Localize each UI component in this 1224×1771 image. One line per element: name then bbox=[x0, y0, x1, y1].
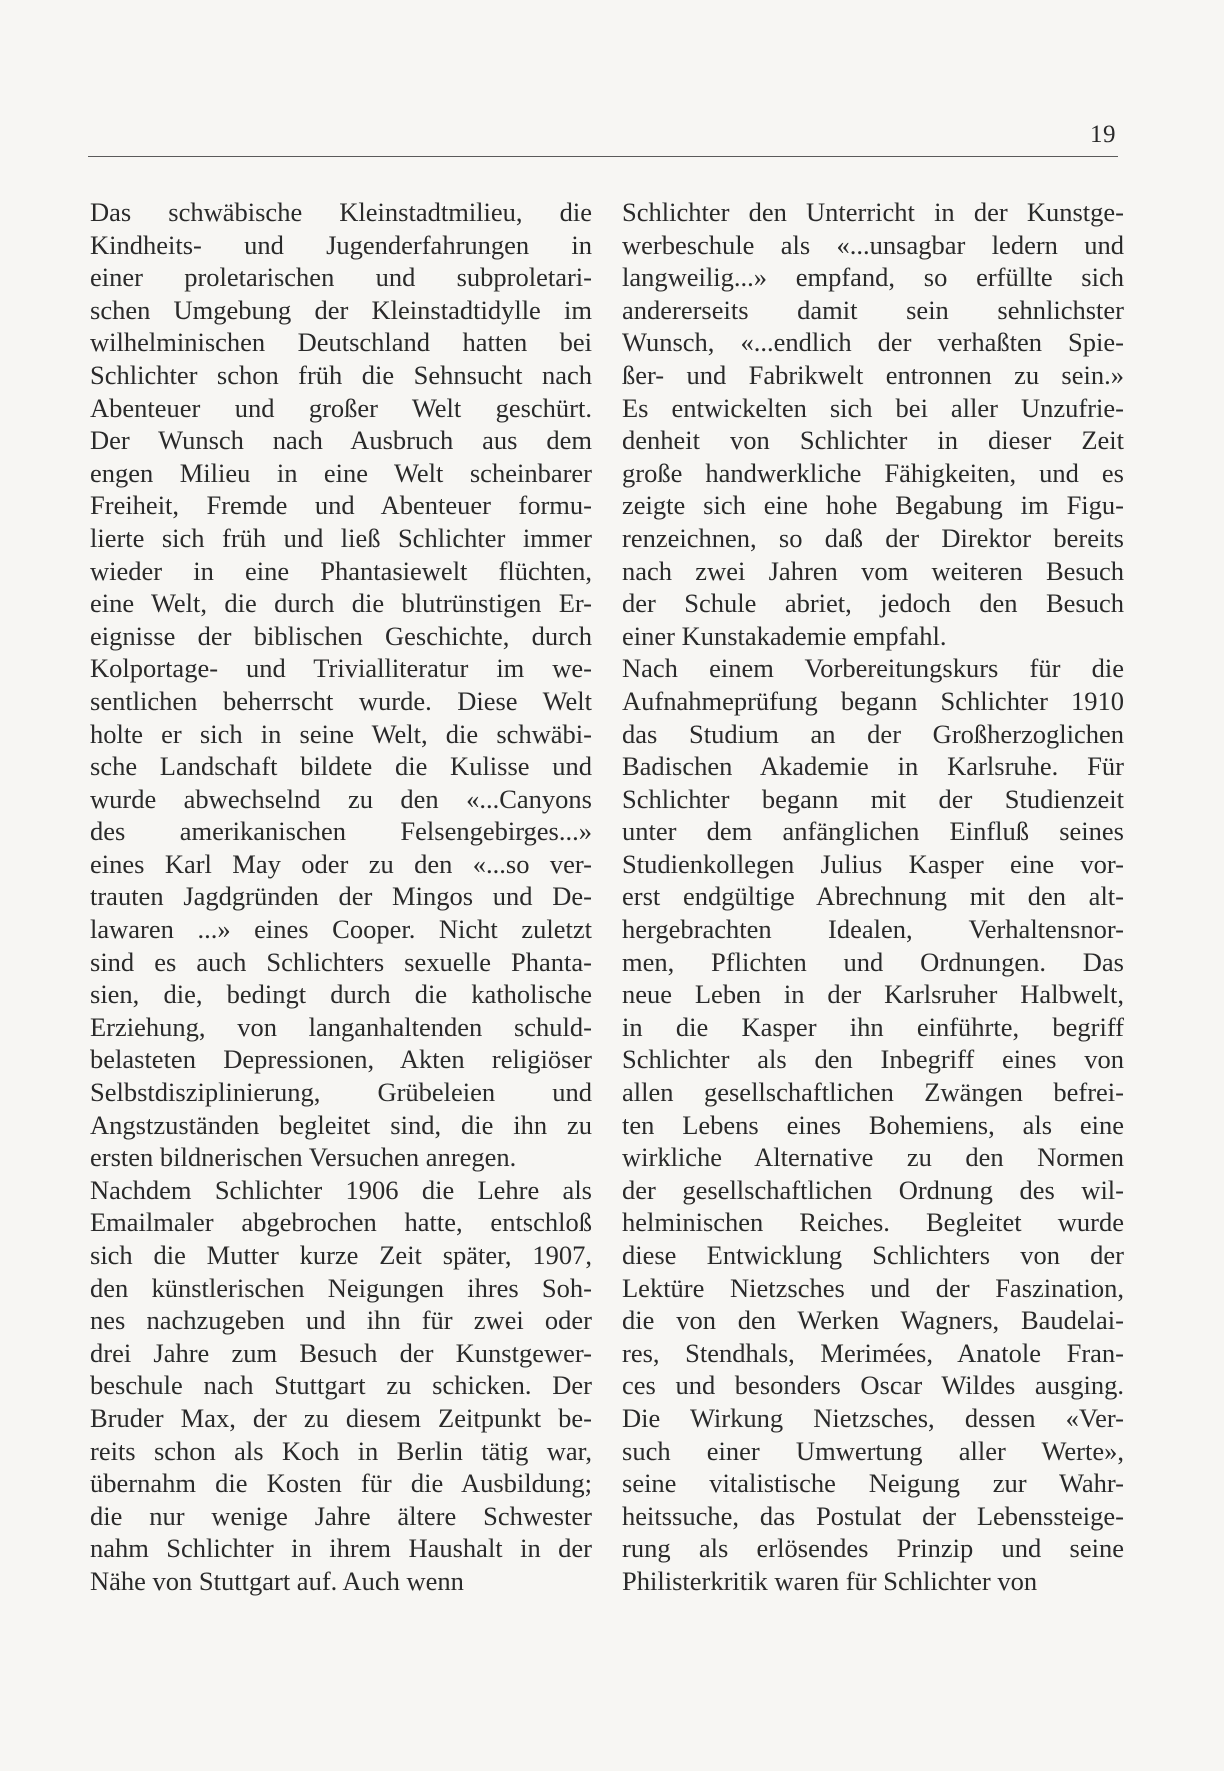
text-line: sich die Mutter kurze Zeit später, 1907, bbox=[90, 1240, 592, 1270]
text-line: einer Kunstakademie empfahl. bbox=[622, 620, 947, 651]
text-line: helminischen Reiches. Begleitet wurde bbox=[622, 1207, 1124, 1238]
text-line: nahm Schlichter in ihrem Haushalt in der bbox=[90, 1533, 592, 1564]
text-line: such einer Umwertung aller Werte», bbox=[622, 1435, 1124, 1466]
text-line: men, Pflichten und Ordnungen. Das bbox=[622, 946, 1124, 977]
text-line: der gesellschaftlichen Ordnung des wil- bbox=[622, 1174, 1124, 1205]
text-line: lierte sich früh und ließ Schlichter immer bbox=[90, 522, 592, 553]
text-line: belasteten Depressionen, Akten religiöser bbox=[90, 1044, 592, 1075]
text-line: Schlichter schon früh die Sehnsucht nach bbox=[90, 359, 592, 390]
text-line: reits schon als Koch in Berlin tätig war, bbox=[90, 1435, 592, 1466]
text-line: seine vitalistische Neigung zur Wahr- bbox=[622, 1468, 1124, 1499]
text-line: Abenteuer und großer Welt geschürt. bbox=[90, 392, 592, 423]
text-line: ten Lebens eines Bohemiens, als eine bbox=[622, 1109, 1124, 1140]
text-line: sentlichen beherrscht wurde. Diese Welt bbox=[90, 685, 592, 716]
text-line: Schlichter begann mit der Studienzeit bbox=[622, 783, 1124, 814]
text-line: Kindheits- und Jugenderfahrungen in bbox=[90, 229, 592, 260]
text-line: Bruder Max, der zu diesem Zeitpunkt be- bbox=[90, 1402, 592, 1433]
text-line: übernahm die Kosten für die Ausbildung; bbox=[90, 1468, 592, 1499]
text-line: nach zwei Jahren vom weiteren Besuch bbox=[622, 555, 1124, 586]
text-line: eine Welt, die durch die blutrünstigen Er- bbox=[90, 588, 592, 619]
text-line: Nachdem Schlichter 1906 die Lehre als bbox=[90, 1174, 592, 1205]
text-line: Schlichter als den Inbegriff eines von bbox=[622, 1044, 1124, 1075]
text-line: allen gesellschaftlichen Zwängen befrei- bbox=[622, 1077, 1124, 1108]
text-line: sien, die, bedingt durch die katholische bbox=[90, 979, 592, 1010]
header-rule bbox=[88, 156, 1118, 157]
text-line: erst endgültige Abrechnung mit den alt- bbox=[622, 881, 1124, 912]
text-line: Wunsch, «...endlich der verhaßten Spie- bbox=[622, 327, 1124, 358]
text-line: heitssuche, das Postulat der Lebenssteige- bbox=[622, 1500, 1124, 1531]
text-line: Kolportage- und Trivialliteratur im we- bbox=[90, 653, 592, 684]
text-line: Freiheit, Fremde und Abenteuer formu- bbox=[90, 490, 592, 521]
text-line: denheit von Schlichter in dieser Zeit bbox=[622, 425, 1124, 456]
text-line: eignisse der biblischen Geschichte, durch bbox=[90, 620, 592, 651]
text-line: Das schwäbische Kleinstadtmilieu, die bbox=[90, 197, 592, 227]
text-line: Erziehung, von langanhaltenden schuld- bbox=[90, 1011, 592, 1042]
text-line: res, Stendhals, Merimées, Anatole Fran- bbox=[622, 1337, 1124, 1368]
text-line: drei Jahre zum Besuch der Kunstgewer- bbox=[90, 1337, 592, 1368]
text-line: einer proletarischen und subproletari- bbox=[90, 262, 592, 293]
text-line: des amerikanischen Felsengebirges...» bbox=[90, 816, 592, 847]
text-line: Badischen Akademie in Karlsruhe. Für bbox=[622, 751, 1124, 782]
text-line: den künstlerischen Neigungen ihres Soh- bbox=[90, 1272, 592, 1303]
text-line: schen Umgebung der Kleinstadtidylle im bbox=[90, 294, 592, 325]
page-number: 19 bbox=[1090, 121, 1116, 148]
text-line: ersten bildnerischen Versuchen anregen. bbox=[90, 1142, 517, 1173]
text-line: eines Karl May oder zu den «...so ver- bbox=[90, 848, 592, 879]
text-line: Es entwickelten sich bei aller Unzufrie- bbox=[622, 392, 1124, 423]
text-line: trauten Jagdgründen der Mingos und De- bbox=[90, 881, 592, 912]
text-line: Aufnahmeprüfung begann Schlichter 1910 bbox=[622, 685, 1124, 716]
text-line: neue Leben in der Karlsruher Halbwelt, bbox=[622, 979, 1124, 1010]
text-line: lawaren ...» eines Cooper. Nicht zuletzt bbox=[90, 914, 592, 945]
text-line: das Studium an der Großherzoglichen bbox=[622, 718, 1124, 749]
text-line: zeigte sich eine hohe Begabung im Figu- bbox=[622, 490, 1124, 521]
text-line: ßer- und Fabrikwelt entronnen zu sein.» bbox=[622, 359, 1124, 390]
text-line: Der Wunsch nach Ausbruch aus dem bbox=[90, 425, 592, 456]
left-column bbox=[90, 196, 592, 1598]
text-line: sind es auch Schlichters sexuelle Phanta- bbox=[90, 946, 592, 977]
text-line: in die Kasper ihn einführte, begriff bbox=[622, 1011, 1124, 1042]
text-line: engen Milieu in eine Welt scheinbarer bbox=[90, 457, 592, 488]
text-line: wirkliche Alternative zu den Normen bbox=[622, 1142, 1124, 1173]
text-line: Lektüre Nietzsches und der Faszination, bbox=[622, 1272, 1124, 1303]
text-line: renzeichnen, so daß der Direktor bereits bbox=[622, 522, 1124, 553]
text-line: wieder in eine Phantasiewelt flüchten, bbox=[90, 555, 592, 586]
text-line: die nur wenige Jahre ältere Schwester bbox=[90, 1500, 592, 1531]
text-line: langweilig...» empfand, so erfüllte sich bbox=[622, 262, 1124, 293]
text-line: große handwerkliche Fähigkeiten, und es bbox=[622, 457, 1124, 488]
text-line: werbeschule als «...unsagbar ledern und bbox=[622, 229, 1124, 260]
right-column bbox=[622, 196, 1124, 1598]
text-line: diese Entwicklung Schlichters von der bbox=[622, 1240, 1124, 1270]
text-line: unter dem anfänglichen Einfluß seines bbox=[622, 816, 1124, 847]
text-line: nes nachzugeben und ihn für zwei oder bbox=[90, 1305, 592, 1336]
text-line: wurde abwechselnd zu den «...Canyons bbox=[90, 783, 592, 814]
text-line: rung als erlösendes Prinzip und seine bbox=[622, 1533, 1124, 1564]
text-line: Selbstdisziplinierung, Grübeleien und bbox=[90, 1077, 592, 1108]
text-line: Philisterkritik waren für Schlichter von bbox=[622, 1565, 1038, 1596]
text-line: die von den Werken Wagners, Baudelai- bbox=[622, 1305, 1124, 1336]
text-line: Emailmaler abgebrochen hatte, entschloß bbox=[90, 1207, 592, 1238]
text-line: beschule nach Stuttgart zu schicken. Der bbox=[90, 1370, 592, 1401]
text-line: Nähe von Stuttgart auf. Auch wenn bbox=[90, 1565, 464, 1596]
text-line: sche Landschaft bildete die Kulisse und bbox=[90, 751, 592, 782]
text-line: Schlichter den Unterricht in der Kunstge- bbox=[622, 197, 1124, 227]
text-line: Studienkollegen Julius Kasper eine vor- bbox=[622, 848, 1124, 879]
text-line: holte er sich in seine Welt, die schwäbi- bbox=[90, 718, 592, 749]
text-line: andererseits damit sein sehnlichster bbox=[622, 294, 1124, 325]
text-line: Die Wirkung Nietzsches, dessen «Ver- bbox=[622, 1402, 1124, 1433]
text-line: der Schule abriet, jedoch den Besuch bbox=[622, 588, 1124, 619]
text-line: wilhelminischen Deutschland hatten bei bbox=[90, 327, 592, 358]
text-line: Angstzuständen begleitet sind, die ihn zu bbox=[90, 1109, 592, 1140]
text-line: ces und besonders Oscar Wildes ausging. bbox=[622, 1370, 1124, 1401]
text-line: Nach einem Vorbereitungskurs für die bbox=[622, 653, 1124, 684]
text-line: hergebrachten Idealen, Verhaltensnor- bbox=[622, 914, 1124, 945]
